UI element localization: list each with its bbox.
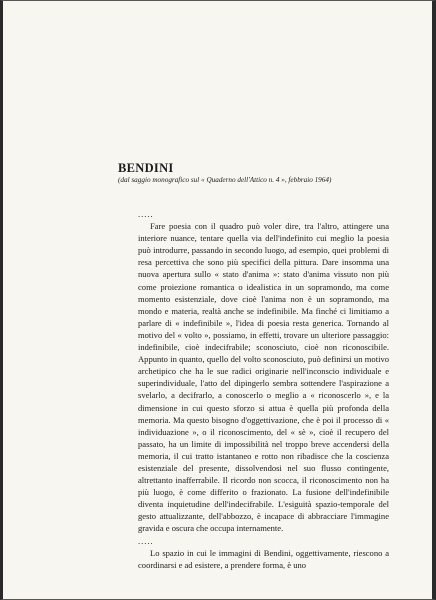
- page-title: BENDINI: [118, 161, 174, 175]
- paragraph-1: Fare poesia con il quadro può voler dire, tra l'altro, attingere una interiore nuance, tentare quella via dell'indefinito cui meglio la poesia può introdurre, passando in secondo luogo, ad esempio, quei problemi di resa percettiva che sono più specifici della pittura. Dare insomma una nuova apertura sullo « stato d'anima »: stato d'anima vissuto non più come proiezione romantica o idealistica in un sopramondo, ma come momento esistenziale, dove cioè l'anima non è un sopramondo, ma mondo e materia, realtà anche se indefinibile. Ma finché ci limitiamo a parlare di « indefinibile », l'idea di poesia resta generica. Tornando al motivo del « volto », possiamo, in effetti, trovare un ulteriore passaggio: indefinibile, cioè indecifrabile; sconosciuto, cioè non riconoscibile. Appunto in quanto, quello del volto sconosciuto, può definirsi un motivo archetipico che ha le sue radici originarie nell'inconscio individuale e superindividuale, l'atto del dipingerlo sembra sottendere l'aspirazione a svelarlo, a decifrarlo, a conoscerlo o meglio a « riconoscerlo », e la dimensione in cui questo sforzo si attua è quella più profonda della memoria. Ma questo bisogno d'oggettivazione, che è poi il processo di « individuazione », o il riconoscimento, del « sè », cioè il recupero del passato, ha un limite di impossibilità nel troppo breve accendersi della memoria, il cui tratto istantaneo e rotto non ribadisce che la coscienza esistenziale del presente, dissolvendosi nel suo flusso contingente, altrettanto inafferrabile. Il ricordo non scocca, il riconoscimento non ha più luogo, è come differito o frazionato. La fusione dell'indefinibile diventa inquietudine dell'indecifrabile. L'esiguità spazio-temporale del gesto attualizzante, dell'abbozzo, è incapace di abbracciare l'immagine gravida e oscura che occupa internamente.: [138, 221, 389, 534]
- leading-ellipsis: .....: [138, 209, 154, 219]
- page-subtitle: (dal saggio monografico sul « Quaderno dell'Attico n. 4 », febbraio 1964): [118, 176, 332, 184]
- article-body: [138, 208, 389, 571]
- paragraph-2: Lo spazio in cui le immagini di Bendini, oggettivamente, riescono a coordinarsi e ad esistere, a prendere forma, è uno: [138, 547, 389, 570]
- section-ellipsis: .....: [138, 535, 154, 546]
